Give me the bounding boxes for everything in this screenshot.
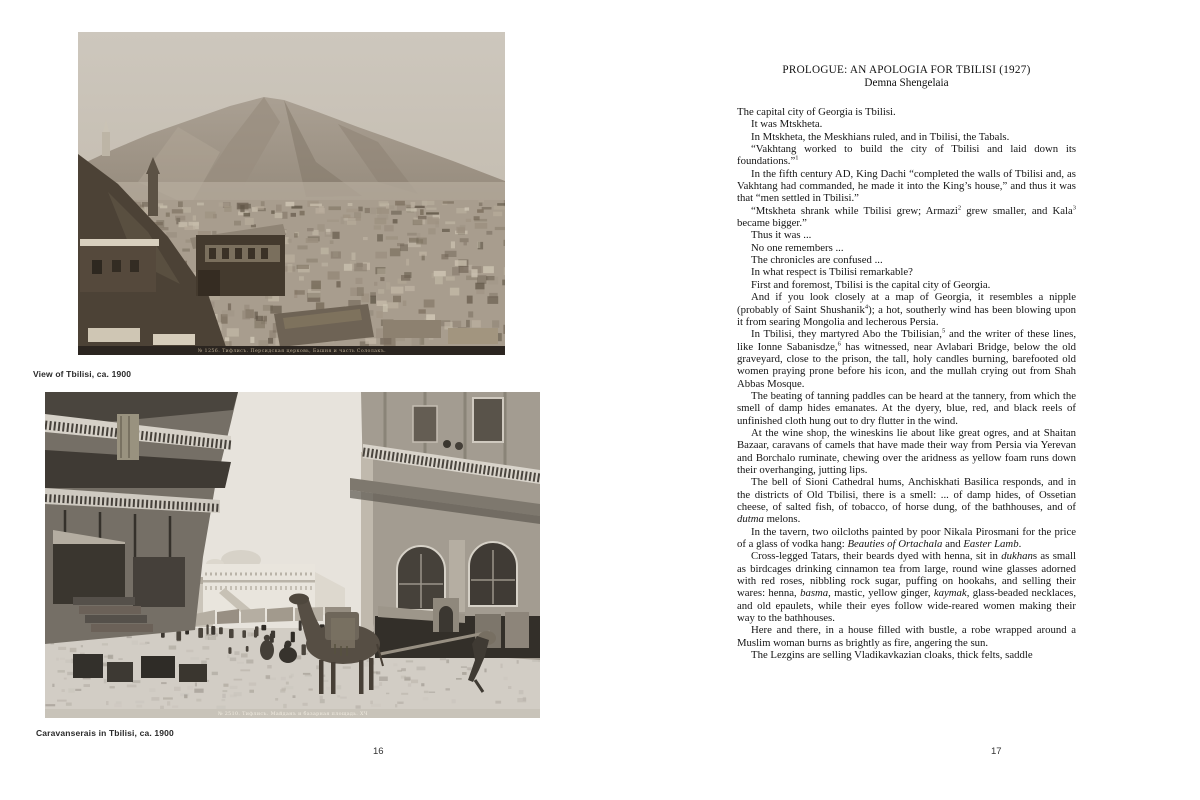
paragraph: Here and there, in a house filled with bustle, a robe wrapped around a Muslim woman burns as brightly as fire, angering the sun.	[737, 624, 1076, 649]
plate-caption-bottom	[45, 709, 540, 718]
paragraph: Thus it was ...	[751, 229, 812, 242]
plate-caption-top	[78, 346, 505, 355]
paragraph: In the tavern, two oilcloths painted by poor Nikala Pirosmani for the price of a glass of vodka hang: Beauties of Ortachala and Easter Lamb.	[737, 525, 1076, 551]
paragraph: The bell of Sioni Cathedral hums, Anchiskhati Basilica responds, and in the districts of Old Tbilisi, there is a smell: ... of damp hides, of Ossetian cheese, of salted fish, of tobacco, of horse dung, of the bathhouses, and of dutma melons.	[737, 476, 1076, 526]
article-author: Demna Shengelaia	[864, 77, 949, 89]
photo-view-of-tbilisi	[78, 32, 505, 355]
paragraph: In Mtskheta, the Meskhians ruled, and in Tbilisi, the Tabals.	[751, 130, 1010, 143]
paragraph: It was Mtskheta.	[751, 118, 823, 131]
page-number-right: 17	[991, 746, 1002, 757]
paragraph: “Mtskheta shrank while Tbilisi grew; Armazi$^2$ grew smaller, and Kala$^3$ became bigger.”	[737, 204, 1076, 230]
paragraph: No one remembers ...	[751, 241, 844, 254]
photo-illustration-market	[45, 392, 540, 718]
photo-caravanserais	[45, 392, 540, 718]
paragraph: “Vakhtang worked to build the city of Tbilisi and laid down its foundations.”$^1$	[737, 143, 1076, 168]
article-title: PROLOGUE: AN APOLOGIA FOR TBILISI (1927)	[782, 64, 1031, 76]
paragraph: The chronicles are confused ...	[751, 254, 883, 267]
figure-caption-top: View of Tbilisi, ca. 1900	[33, 369, 132, 379]
article-body	[737, 106, 1076, 661]
paragraph: In what respect is Tbilisi remarkable?	[751, 266, 913, 279]
page-number-left: 16	[373, 746, 384, 757]
paragraph: Cross-legged Tatars, their beards dyed with henna, sit in dukhans as small as birdcages drinking cinnamon tea from large, round wine glasses adorned with red roses, nibbling rock sugar, puffing on hookahs, and selling their wares: henna, basma, mastic, yellow ginger, kaymak, glass-beaded necklaces, and old epaulets, while their eyes follow wide-reared women making their way to the bathhouses.	[737, 550, 1077, 625]
plate-caption-top-text: № 1256. Тифлисъ. Персидская церковь, Башня и часть Сололакъ.	[197, 347, 386, 353]
paragraph: At the wine shop, the wineskins lie about like great ogres, and at Shaitan Bazaar, caravans of camels that have made their way from Persia via Yerevan and Borchalo ruminate, chewing over the aridness as yellow foam runs down their overhanging, jutting lips.	[737, 426, 1076, 476]
figure-caption-bottom: Caravanserais in Tbilisi, ca. 1900	[36, 728, 174, 738]
photo-illustration-panorama	[78, 32, 505, 355]
paragraph: In Tbilisi, they martyred Abo the Tbilisian,$^5$ and the writer of these lines, like Ionne Sabanisdze,$^6$ has witnessed, near Avlabari Bridge, below the old graveyard, close to the prison, the tall, holy candles burning, barefooted old women praying prone before his icon, and the mullah crying out from Shah Abbas Mosque.	[737, 327, 1077, 390]
plate-caption-bottom-text: № 2510. Тифлисъ. Майданъ и базарная площадь. ХЧ	[217, 710, 368, 716]
prologue-article	[737, 64, 1076, 661]
paragraph: First and foremost, Tbilisi is the capital city of Georgia.	[751, 278, 991, 291]
paragraph: The beating of tanning paddles can be heard at the tannery, from which the smell of damp hides emanates. At the dyery, blue, red, and black reels of unfinished cloth hung out to dry flutter in the wind.	[737, 389, 1076, 427]
paragraph: The Lezgins are selling Vladikavkazian cloaks, thick felts, saddle	[751, 649, 1033, 662]
paragraph: The capital city of Georgia is Tbilisi.	[737, 106, 896, 118]
paragraph: In the fifth century AD, King Dachi “completed the walls of Tbilisi and, as Vakhtang had commanded, he made it into the King’s house,” and thus it was that “men settled in Tbilisi.”	[737, 167, 1076, 205]
right-building	[350, 392, 540, 660]
paragraph: And if you look closely at a map of Georgia, it resembles a nipple (probably of Saint Shushanik$^4$); a hot, southerly wind has been blowing upon it from searing Mongolia and lecherous Persia.	[737, 291, 1076, 328]
